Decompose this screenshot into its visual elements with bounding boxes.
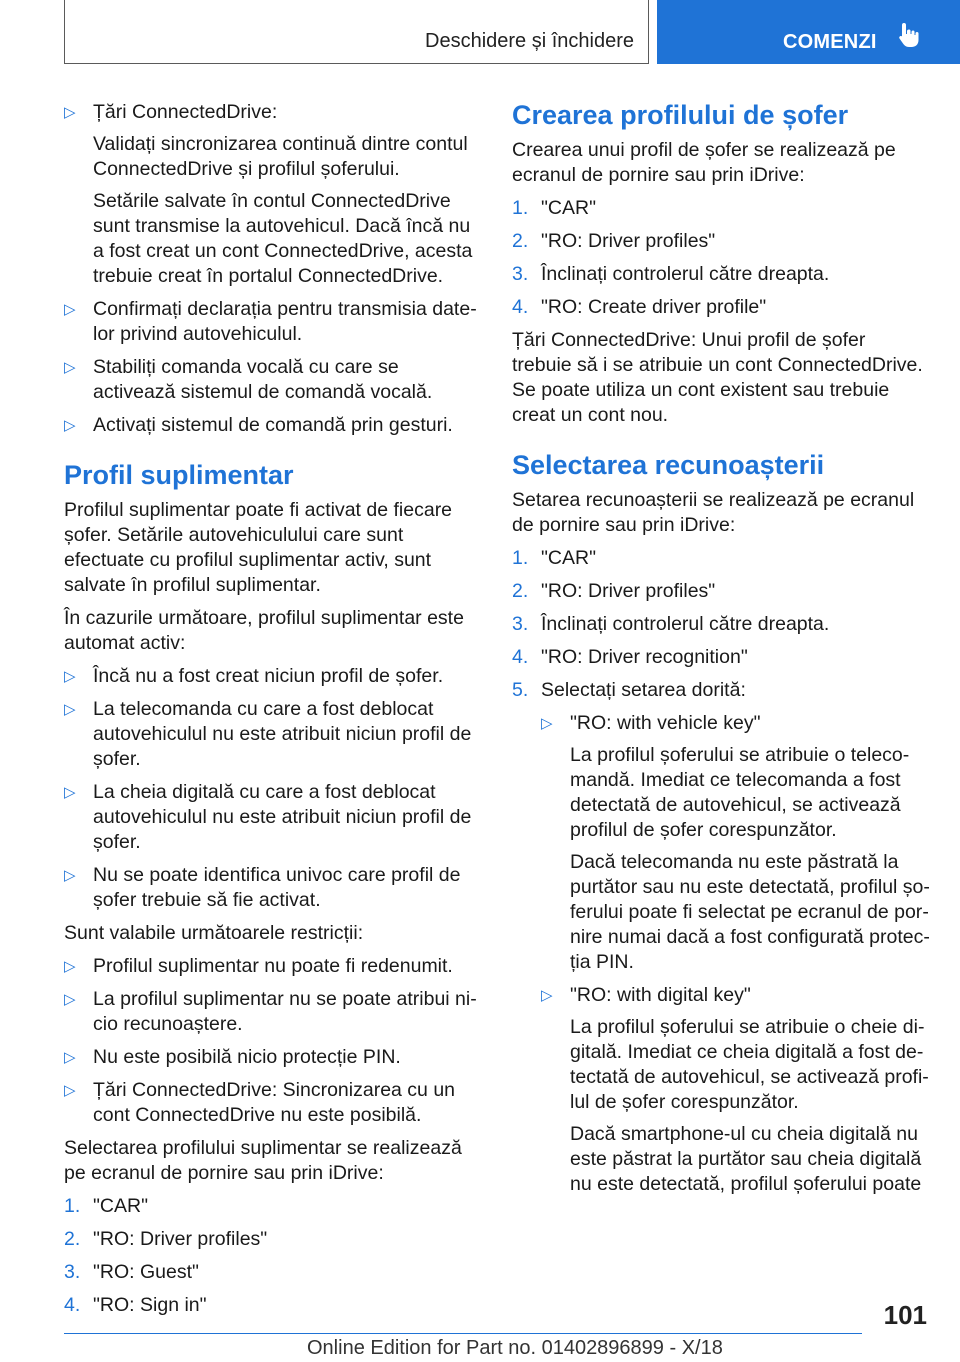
numbered-step: [64, 1260, 480, 1285]
step-number: 5.: [512, 679, 529, 701]
step-text: "RO: Driver profiles": [93, 1228, 268, 1250]
bullet-subparagraph: Setările salvate în contul ConnectedDrive sunt transmise la autovehicul. Dacă încă nu a fost creat un cont ConnectedDrive, acesta trebuie creat în portalul ConnectedDrive.: [93, 190, 473, 287]
hand-pointer-icon: [895, 20, 925, 50]
step-text: "CAR": [541, 547, 597, 569]
numbered-step: [512, 645, 930, 670]
right-column: [512, 100, 930, 1205]
option-list: [512, 711, 930, 1197]
step-number: 4.: [512, 296, 529, 318]
step-text: "CAR": [541, 197, 597, 219]
step-number: 4.: [512, 646, 529, 668]
bullet-item: [64, 1045, 480, 1070]
bullet-item: [64, 355, 480, 405]
step-text: "RO: Sign in": [93, 1294, 207, 1316]
triangle-bullet-icon: ▷: [64, 104, 76, 121]
step-text: "RO: Driver recognition": [541, 646, 748, 668]
left-column: [64, 100, 480, 1326]
step-text: "RO: Driver profiles": [541, 230, 716, 252]
triangle-bullet-icon: ▷: [64, 867, 76, 884]
footer-divider: [64, 1333, 862, 1334]
section-header: [64, 0, 649, 64]
triangle-bullet-icon: ▷: [64, 784, 76, 801]
chapter-tab[interactable]: [657, 0, 960, 64]
paragraph: Setarea recunoașterii se realizează pe ecranul de pornire sau prin iDrive:: [512, 489, 915, 536]
step-text: "RO: Create driver profile": [541, 296, 767, 318]
bullet-text: "RO: with digital key": [570, 984, 751, 1006]
bullet-text: Stabiliți comanda vocală cu care se activează sistemul de comandă vocală.: [93, 356, 433, 403]
step-text: Selectați setarea dorită:: [541, 679, 746, 701]
numbered-step: [64, 1227, 480, 1252]
triangle-bullet-icon: ▷: [64, 301, 76, 318]
step-number: 3.: [512, 263, 529, 285]
paragraph: Profilul suplimentar poate fi activat de fiecare șofer. Setările autovehiculului care sunt efectuate cu profilul suplimentar activ, sunt salvate în profilul suplimentar.: [64, 499, 453, 596]
bullet-subparagraph: Validați sincronizarea continuă dintre contul ConnectedDrive și profilul șoferului.: [93, 133, 468, 180]
bullet-text: Profilul suplimentar nu poate fi redenumit.: [93, 955, 453, 977]
bullet-item: [64, 664, 480, 689]
step-number: 3.: [64, 1261, 81, 1283]
numbered-step: [512, 546, 930, 571]
bullet-text: Țări ConnectedDrive: Sincronizarea cu un cont ConnectedDrive nu este posibilă.: [93, 1079, 456, 1126]
triangle-bullet-icon: ▷: [64, 991, 76, 1008]
triangle-bullet-icon: ▷: [541, 987, 553, 1004]
step-number: 1.: [512, 197, 529, 219]
bullet-subparagraph: La profilul șoferului se atribuie o telecomandă. Imediat ce telecomanda a fost detectată de autovehicul, se activează profilul de șofer corespunzător.: [570, 744, 910, 841]
numbered-step: [512, 262, 930, 287]
paragraph: Țări ConnectedDrive: Unui profil de șofer trebuie să i se atribuie un cont ConnectedDrive. Se poate utiliza un cont existent sau trebuie creat un cont nou.: [512, 329, 923, 426]
bullet-text: "RO: with vehicle key": [570, 712, 761, 734]
section-heading: Selectarea recunoașterii: [512, 450, 825, 480]
numbered-step: [64, 1194, 480, 1219]
step-text: Înclinați controlerul către dreapta.: [541, 613, 830, 635]
step-text: "CAR": [93, 1195, 149, 1217]
paragraph: În cazurile următoare, profilul suplimentar este automat activ:: [64, 607, 464, 654]
bullet-text: Nu se poate identifica univoc care profil de șofer trebuie să fie activat.: [93, 864, 461, 911]
page-number: 101: [883, 1300, 927, 1330]
section-title: Deschidere și închidere: [425, 30, 634, 52]
paragraph: Selectarea profilului suplimentar se realizează pe ecranul de pornire sau prin iDrive:: [64, 1137, 462, 1184]
step-number: 2.: [512, 230, 529, 252]
footer-edition: Online Edition for Part no. 01402896899 - X/18: [307, 1337, 723, 1359]
bullet-item: [541, 983, 930, 1197]
bullet-item: [64, 100, 480, 289]
step-number: 1.: [64, 1195, 81, 1217]
bullet-item: [64, 780, 480, 855]
bullet-text: La profilul suplimentar nu se poate atribui nicio recunoaștere.: [93, 988, 477, 1035]
numbered-step: [512, 612, 930, 637]
triangle-bullet-icon: ▷: [541, 715, 553, 732]
paragraph: Crearea unui profil de șofer se realizează pe ecranul de pornire sau prin iDrive:: [512, 139, 896, 186]
triangle-bullet-icon: ▷: [64, 958, 76, 975]
step-number: 2.: [64, 1228, 81, 1250]
bullet-item: [64, 863, 480, 913]
bullet-text: Confirmați declarația pentru transmisia datelor privind autovehiculul.: [93, 298, 477, 345]
triangle-bullet-icon: ▷: [64, 417, 76, 434]
bullet-text: Încă nu a fost creat niciun profil de șofer.: [93, 665, 444, 687]
numbered-step: [512, 579, 930, 604]
triangle-bullet-icon: ▷: [64, 668, 76, 685]
bullet-text: La cheia digitală cu care a fost deblocat autovehiculul nu este atribuit niciun profil de șofer.: [93, 781, 472, 853]
bullet-item: [64, 297, 480, 347]
triangle-bullet-icon: ▷: [64, 359, 76, 376]
bullet-item: [64, 697, 480, 772]
bullet-text: Nu este posibilă nicio protecție PIN.: [93, 1046, 401, 1068]
step-number: 4.: [64, 1294, 81, 1316]
bullet-subparagraph: Dacă telecomanda nu este păstrată la purtător sau nu este detectată, profilul șoferului poate fi selectat pe ecranul de pornire numai dacă a fost configurată protecția PIN.: [570, 851, 930, 973]
triangle-bullet-icon: ▷: [64, 1082, 76, 1099]
numbered-step: [512, 295, 930, 320]
chapter-tab-label: COMENZI: [783, 31, 877, 53]
bullet-subparagraph: Dacă smartphone-ul cu cheia digitală nu este păstrat la purtător sau cheia digitală nu este detectată, profilul șoferului poate: [570, 1123, 922, 1195]
numbered-step: [512, 678, 930, 703]
bullet-item: [541, 711, 930, 975]
triangle-bullet-icon: ▷: [64, 1049, 76, 1066]
bullet-item: [64, 987, 480, 1037]
bullet-text: Țări ConnectedDrive:: [93, 101, 278, 123]
triangle-bullet-icon: ▷: [64, 701, 76, 718]
bullet-text: Activați sistemul de comandă prin gesturi.: [93, 414, 453, 436]
bullet-item: [64, 1078, 480, 1128]
step-text: "RO: Guest": [93, 1261, 199, 1283]
bullet-text: La telecomanda cu care a fost deblocat autovehiculul nu este atribuit niciun profil de șofer.: [93, 698, 472, 770]
paragraph: Sunt valabile următoarele restricții:: [64, 922, 364, 944]
bullet-item: [64, 413, 480, 438]
numbered-step: [512, 229, 930, 254]
section-heading: Profil suplimentar: [64, 460, 294, 490]
step-text: Înclinați controlerul către dreapta.: [541, 263, 830, 285]
step-number: 1.: [512, 547, 529, 569]
numbered-step: [512, 196, 930, 221]
step-number: 3.: [512, 613, 529, 635]
section-heading: Crearea profilului de șofer: [512, 100, 849, 130]
bullet-item: [64, 954, 480, 979]
numbered-step: [64, 1293, 480, 1318]
step-number: 2.: [512, 580, 529, 602]
bullet-subparagraph: La profilul șoferului se atribuie o cheie digitală. Imediat ce cheia digitală a fost detectată de autovehicul, se activează profilul de șofer corespunzător.: [570, 1016, 929, 1113]
step-text: "RO: Driver profiles": [541, 580, 716, 602]
